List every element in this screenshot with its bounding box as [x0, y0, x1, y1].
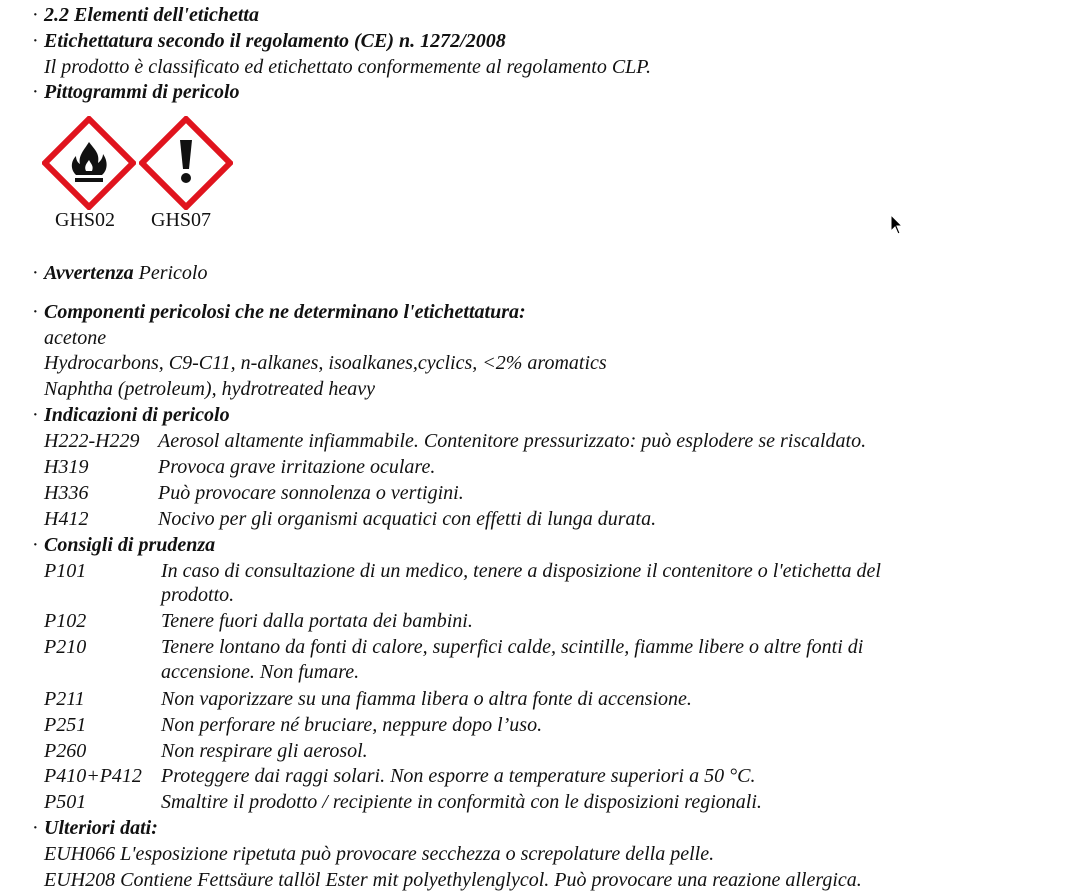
precaution-text: Tenere lontano da fonti di calore, superfici calde, scintille, fiamme libere o altre fonti di — [161, 636, 864, 658]
further-info-text: EUH066 L'esposizione ripetuta può provocare secchezza o screpolature della pelle. — [44, 843, 715, 865]
hazard-heading: Indicazioni di pericolo — [44, 404, 230, 426]
precaution-code: P102 — [44, 610, 87, 632]
hazard-text: Provoca grave irritazione oculare. — [158, 456, 436, 478]
precaution-text: Proteggere dai raggi solari. Non esporre a temperature superiori a 50 °C. — [161, 765, 756, 787]
precaution-text: Non perforare né bruciare, neppure dopo l’uso. — [161, 714, 543, 736]
bullet: · — [32, 301, 39, 323]
precaution-text: Non respirare gli aerosol. — [161, 740, 368, 762]
pictograms-heading: Pittogrammi di pericolo — [44, 81, 240, 103]
precaution-code: P211 — [44, 688, 85, 710]
labelling-text: Il prodotto è classificato ed etichettato conformemente al regolamento CLP. — [44, 56, 651, 78]
precaution-code: P251 — [44, 714, 87, 736]
component-name: Naphtha (petroleum), hydrotreated heavy — [44, 378, 376, 400]
bullet: · — [32, 30, 39, 52]
component-name: acetone — [44, 327, 107, 349]
bullet: · — [32, 262, 39, 284]
hazard-text: Aerosol altamente infiammabile. Contenitore pressurizzato: può esplodere se riscaldato. — [158, 430, 867, 452]
further-info-heading: Ulteriori dati: — [44, 817, 158, 839]
bullet: · — [32, 817, 39, 839]
ghs07-exclamation-pictogram — [139, 116, 233, 210]
mouse-pointer-icon — [890, 214, 904, 236]
bullet: · — [32, 81, 39, 103]
precaution-text: accensione. Non fumare. — [161, 661, 360, 683]
bullet: · — [32, 4, 39, 26]
further-info-text: EUH208 Contiene Fettsäure tallöl Ester mit polyethylenglycol. Può provocare una reazione allergica. — [44, 869, 862, 891]
precaution-code: P501 — [44, 791, 87, 813]
component-name: Hydrocarbons, C9-C11, n-alkanes, isoalkanes,cyclics, <2% aromatics — [44, 352, 607, 374]
hazard-code: H336 — [44, 482, 89, 504]
hazard-code: H319 — [44, 456, 89, 478]
pictogram-label-ghs02: GHS02 — [55, 209, 116, 231]
precaution-text: Smaltire il prodotto / recipiente in conformità con le disposizioni regionali. — [161, 791, 762, 813]
precautionary-heading: Consigli di prudenza — [44, 534, 216, 556]
precaution-text: In caso di consultazione di un medico, tenere a disposizione il contenitore o l'etichetta del — [161, 560, 881, 582]
hazard-text: Può provocare sonnolenza o vertigini. — [158, 482, 464, 504]
signal-word — [44, 261, 207, 285]
signal-word-label: Avvertenza — [44, 262, 134, 284]
bullet: · — [32, 404, 39, 426]
precaution-text: Non vaporizzare su una fiamma libera o altra fonte di accensione. — [161, 688, 692, 710]
hazard-code: H222-H229 — [44, 430, 140, 452]
precaution-code: P101 — [44, 560, 87, 582]
ghs02-flame-pictogram — [42, 116, 136, 210]
bullet: · — [32, 534, 39, 556]
precaution-text: Tenere fuori dalla portata dei bambini. — [161, 610, 473, 632]
hazard-code: H412 — [44, 508, 89, 530]
labelling-heading: Etichettatura secondo il regolamento (CE) n. 1272/2008 — [44, 30, 506, 52]
hazard-text: Nocivo per gli organismi acquatici con effetti di lunga durata. — [158, 508, 657, 530]
pictogram-label-ghs07: GHS07 — [151, 209, 212, 231]
section-title: 2.2 Elementi dell'etichetta — [44, 4, 259, 26]
precaution-code: P410+P412 — [44, 765, 142, 787]
precaution-code: P260 — [44, 740, 87, 762]
precaution-code: P210 — [44, 636, 87, 658]
signal-word-value: Pericolo — [138, 262, 208, 284]
components-heading: Componenti pericolosi che ne determinano l'etichettatura: — [44, 301, 526, 323]
precaution-text: prodotto. — [161, 584, 235, 606]
